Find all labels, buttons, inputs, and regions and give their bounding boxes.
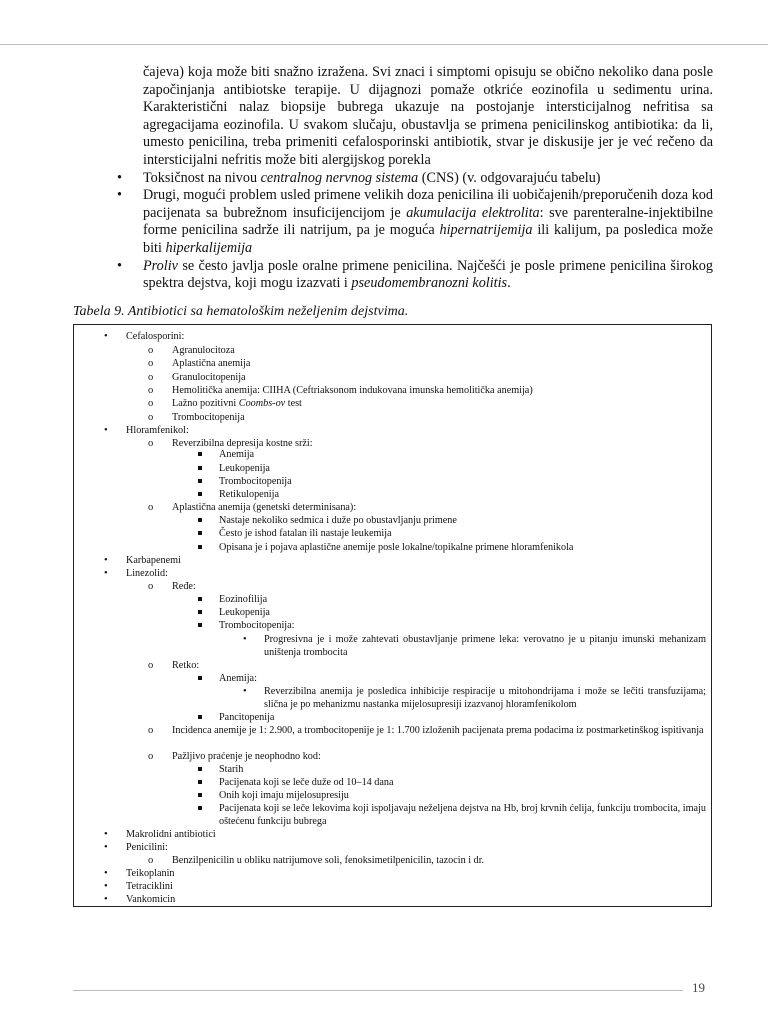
circle-marker: o	[148, 502, 154, 513]
list-item: Makrolidni antibiotici	[126, 829, 216, 840]
circle-marker: o	[148, 412, 154, 423]
list-item: Eozinofilija	[219, 594, 268, 605]
circle-marker: o	[148, 581, 154, 592]
list-item: Granulocitopenija	[172, 372, 246, 383]
list-item: Agranulocitoza	[172, 345, 235, 356]
list-item: Pancitopenija	[219, 712, 275, 723]
square-marker	[198, 623, 202, 627]
paragraph-continued: čajeva) koja može biti snažno izražena. Svi znaci i simptomi opisuju se obično nekoliko dana posle započinjanja antibiotske terapije. U dijagnozi pomaže otkriće eozinofila u sedimentu urina. Karakteristični nalaz biopsije bubrega ukazuje na postojanje intersticijalnog nefritisa sa agregacijama eozinofila. U svakom slučaju, obustavlja se primena penicilinskog antibiotika: da li, umesto penicilina, treba primeniti cefalosporinski antibiotik, stvar je diskusije jer je već rečeno da intersticijalni nefritis može biti alergijskog porekla	[143, 64, 713, 168]
square-marker	[198, 531, 202, 535]
list-item: Opisana je i pojava aplastične anemije posle lokalne/topikalne primene hloramfenikola	[219, 542, 574, 553]
list-item: Anemija:	[219, 673, 257, 684]
circle-marker: o	[148, 751, 154, 762]
list-item: Aplastična anemija	[172, 358, 251, 369]
list-item: Linezolid:	[126, 568, 168, 579]
square-marker	[198, 715, 202, 719]
square-marker	[198, 545, 202, 549]
square-marker	[198, 610, 202, 614]
bullet-marker: •	[104, 555, 108, 566]
body-text	[143, 64, 713, 293]
circle-marker: o	[148, 438, 154, 449]
list-item: Hemolitička anemija: CIIHA (Ceftriaksonom indukovana imunska hemolitička anemija)	[172, 385, 533, 396]
bullet-marker: •	[104, 894, 108, 905]
square-marker	[198, 767, 202, 771]
square-marker	[198, 597, 202, 601]
square-marker	[198, 466, 202, 470]
bullet-marker: •	[243, 634, 247, 645]
list-item: Aplastična anemija (genetski determinisana):	[172, 502, 357, 513]
footer-rule	[73, 990, 683, 991]
list-item: Tetraciklini	[126, 881, 173, 892]
square-marker	[198, 806, 202, 810]
list-item: Ređe:	[172, 581, 196, 592]
list-item: Lažno pozitivni Coombs-ov test	[172, 398, 302, 409]
list-item: Trombocitopenija	[172, 412, 245, 423]
bullet-marker: •	[104, 829, 108, 840]
list-item: Nastaje nekoliko sedmica i duže po obustavljanju primene	[219, 515, 457, 526]
bullet-marker: •	[104, 881, 108, 892]
bullet-marker: •	[104, 331, 108, 342]
bullet-cns: • Toksičnost na nivou centralnog nervnog sistema (CNS) (v. odgovarajuću tabelu)	[143, 170, 713, 188]
circle-marker: o	[148, 725, 154, 736]
bullet-marker: •	[243, 686, 247, 697]
bullet-electrolytes: • Drugi, mogući problem usled primene velikih doza penicilina ili uobičajenih/preporučenih doza kod pacijenata sa bubrežnom insuficijencijom je akumulacija elektrolita: sve parenteralne-injektibilne forme penicilina sadrže ili natrijum, pa je moguća hipernatrijemija ili kalijum, pa posledica može biti hiperkalijemija	[143, 187, 713, 257]
circle-marker: o	[148, 385, 154, 396]
square-marker	[198, 479, 202, 483]
list-item: Penicilini:	[126, 842, 168, 853]
list-item: Retikulopenija	[219, 489, 279, 500]
list-item: Anemija	[219, 449, 255, 460]
bullet-diarrhea: • Proliv se često javlja posle oralne primene penicilina. Najčešći je posle primene penicilina širokog spektra dejstva, koji mogu izazvati i pseudomembranozni kolitis.	[143, 258, 713, 293]
table-9	[73, 324, 712, 907]
list-item: Pacijenata koji se leče lekovima koji ispoljavaju neželjena dejstva na Hb, broj krvnih ćelija, funkciju trombocita, imaju oštećenu funkciju bubrega	[219, 803, 706, 827]
list-item: Incidenca anemije je 1: 2.900, a trombocitopenije je 1: 1.700 izloženih pacijenata prema podacima iz postmarketinškog ispitivanja	[172, 725, 704, 736]
bullet-marker: •	[104, 425, 108, 436]
list-item: Reverzibilna anemija je posledica inhibicije respiracije u mitohondrijama i može se lečiti transfuzijama; slična je po mehanizmu nastanka mijelosupresiji izazvanoj hloramfenikolom	[264, 686, 706, 710]
list-item: Trombocitopenija:	[219, 620, 295, 631]
bullet-marker: •	[104, 868, 108, 879]
square-marker	[198, 780, 202, 784]
list-item: Reverzibilna depresija kostne srži:	[172, 438, 313, 449]
list-item: Pažljivo praćenje je neophodno kod:	[172, 751, 321, 762]
table-caption: Tabela 9. Antibiotici sa hematološkim neželjenim dejstvima.	[73, 304, 409, 319]
list-item: Vankomicin	[126, 894, 176, 905]
circle-marker: o	[148, 345, 154, 356]
list-item: Karbapenemi	[126, 555, 181, 566]
square-marker	[198, 793, 202, 797]
bullet-marker: •	[104, 842, 108, 853]
circle-marker: o	[148, 358, 154, 369]
circle-marker: o	[148, 855, 154, 866]
list-item: Starih	[219, 764, 244, 775]
list-item: Često je ishod fatalan ili nastaje leukemija	[219, 528, 392, 539]
list-item: Hloramfenikol:	[126, 425, 189, 436]
list-item: Cefalosporini:	[126, 331, 185, 342]
list-item: Teikoplanin	[126, 868, 175, 879]
list-item: Leukopenija	[219, 607, 270, 618]
square-marker	[198, 518, 202, 522]
circle-marker: o	[148, 660, 154, 671]
list-item: Progresivna je i može zahtevati obustavljanje primene leka: verovatno je u pitanju imunski mehanizam uništenja trombocita	[264, 634, 706, 658]
list-item: Leukopenija	[219, 463, 270, 474]
list-item: Trombocitopenija	[219, 476, 292, 487]
square-marker	[198, 492, 202, 496]
page-number: 19	[692, 980, 705, 995]
list-item: Onih koji imaju mijelosupresiju	[219, 790, 349, 801]
circle-marker: o	[148, 372, 154, 383]
list-item: Retko:	[172, 660, 200, 671]
circle-marker: o	[148, 398, 154, 409]
header-rule	[0, 44, 768, 45]
list-item: Pacijenata koji se leče duže od 10–14 dana	[219, 777, 394, 788]
bullet-marker: •	[104, 568, 108, 579]
list-item: Benzilpenicilin u obliku natrijumove soli, fenoksimetilpenicilin, tazocin i dr.	[172, 855, 485, 866]
square-marker	[198, 676, 202, 680]
square-marker	[198, 452, 202, 456]
